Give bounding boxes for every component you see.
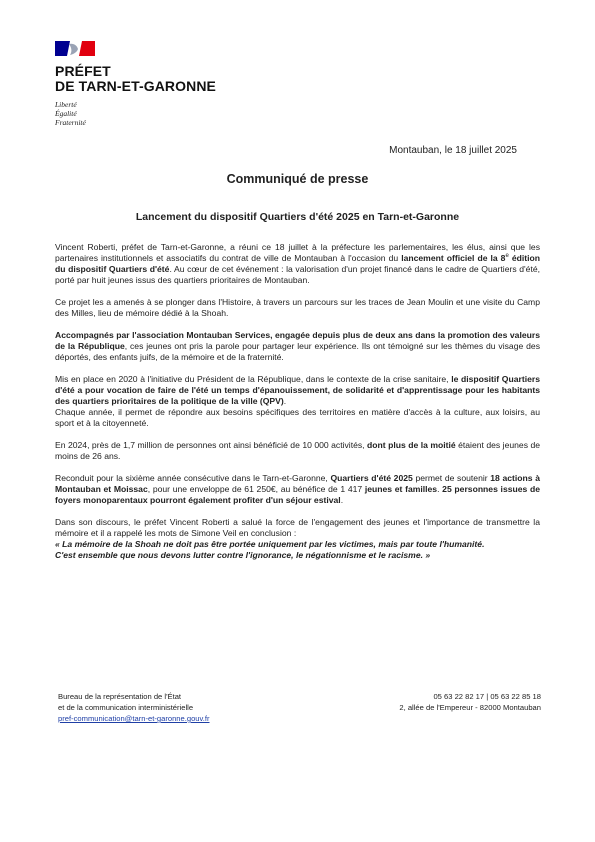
quote-line-2: C'est ensemble que nous devons lutter contre l'ignorance, le négationnisme et le racisme. »	[55, 550, 431, 560]
motto-liberte: Liberté	[55, 100, 77, 109]
prefet-line-2: DE TARN-ET-GARONNE	[55, 78, 216, 94]
motto-fraternite: Fraternité	[55, 118, 86, 127]
page-title: Communiqué de presse	[226, 172, 369, 186]
press-release-body	[55, 242, 540, 572]
footer-office-line-1: Bureau de la représentation de l'État	[58, 692, 182, 701]
document-date: Montauban, le 18 juillet 2025	[389, 145, 517, 156]
paragraph-3: Accompagnés par l'association Montauban Services, engagée depuis plus de deux ans dans la promotion des valeurs de la République, ces jeunes ont pris la parole pour partager leur expérience. Ils ont témoigné sur les thèmes du visage des déportés, des enfants juifs, de la mémoire et de la fraternité.	[55, 330, 540, 362]
paragraph-6: En 2024, près de 1,7 million de personnes ont ainsi bénéficié de 10 000 activités, dont plus de la moitié étaient des jeunes de moins de 26 ans.	[55, 440, 541, 461]
prefecture-name	[55, 64, 216, 94]
paragraph-4: Mis en place en 2020 à l'initiative du Président de la République, dans le contexte de la crise sanitaire, le dispositif Quartiers d'été a pour vocation de faire de l'été un temps d'épanouissement, de solidarité et d'apprentissage pour les habitants des quartiers prioritaires de la politique de la ville (QPV).	[55, 374, 540, 406]
marianne-flag-icon	[55, 41, 95, 56]
paragraph-8: Dans son discours, le préfet Vincent Roberti a salué la force de l'engagement des jeunes et l'importance de transmettre la mémoire et il a rappelé les mots de Simone Veil en conclusion : « La mémoire de la Shoah ne doit pas être portée uniquement par les victimes, mais par toute l'humanité. C'est ensemble que nous devons lutter contre l'ignorance, le négationnisme et le racisme. »	[55, 517, 540, 560]
marianne-flag-logo	[55, 41, 95, 56]
footer-phones: 05 63 22 82 17 | 05 63 22 85 18	[433, 692, 541, 701]
republic-motto	[55, 100, 86, 127]
footer-email-link[interactable]: pref-communication@tarn-et-garonne.gouv.fr	[58, 714, 210, 723]
paragraph-2: Ce projet les a amenés à se plonger dans l'Histoire, à travers un parcours sur les traces de Jean Moulin et une visite du Camp des Milles, lieu de mémoire dédié à la Shoah.	[55, 297, 540, 318]
paragraph-1: Vincent Roberti, préfet de Tarn-et-Garonne, a réuni ce 18 juillet à la préfecture les parlementaires, les élus, ainsi que les partenaires institutionnels et associatifs du contrat de ville de Montauban à l'occasion du lancement officiel de la 8e édition du dispositif Quartiers d'été. Au cœur de cet événement : la valorisation d'un projet financé dans le cadre de Quartiers d'été, porté par huit jeunes issus des quartiers prioritaires de Montauban.	[55, 242, 541, 285]
paragraph-5: Chaque année, il permet de répondre aux besoins spécifiques des territoires en matière d'accès à la culture, aux loisirs, au sport et à la citoyenneté.	[55, 407, 540, 428]
footer-address: 2, allée de l'Empereur - 82000 Montauban	[399, 703, 541, 712]
page-subtitle: Lancement du dispositif Quartiers d'été 2025 en Tarn-et-Garonne	[135, 211, 460, 223]
footer-office-line-2: et de la communication interministérielle	[58, 703, 194, 712]
motto-egalite: Égalité	[55, 109, 77, 118]
paragraph-7: Reconduit pour la sixième année consécutive dans le Tarn-et-Garonne, Quartiers d'été 2025 permet de soutenir 18 actions à Montauban et Moissac, pour une enveloppe de 61 250€, au bénéfice de 1 417 jeunes et familles. 25 personnes issues de foyers monoparentaux pourront également profiter d'un séjour estival.	[55, 473, 541, 505]
quote-line-1: « La mémoire de la Shoah ne doit pas être portée uniquement par les victimes, mais par toute l'humanité.	[55, 539, 485, 549]
footer-contact-details	[399, 691, 541, 713]
footer-contact-office	[58, 691, 210, 724]
prefet-line-1: PRÉFET	[55, 63, 111, 79]
